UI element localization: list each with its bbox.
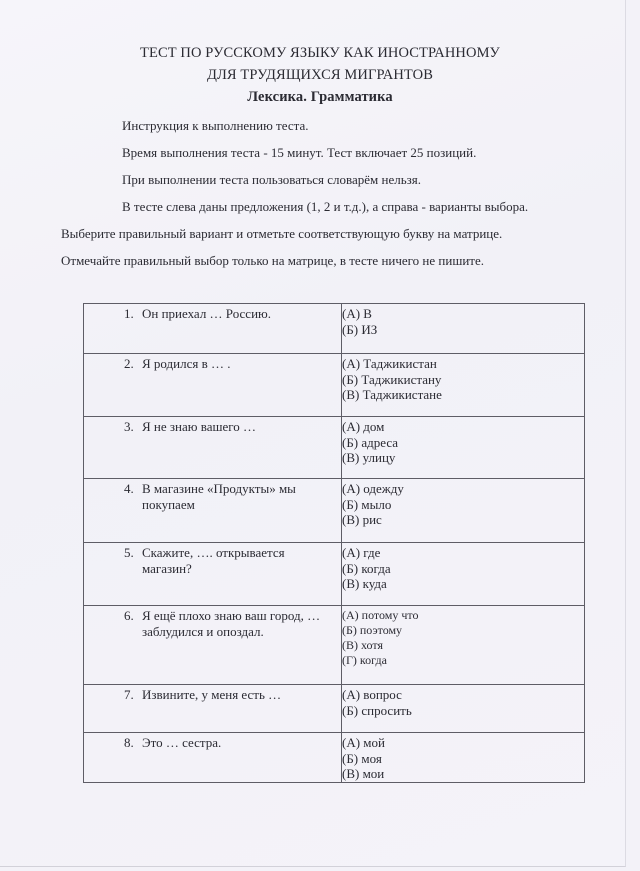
options-cell [342, 304, 585, 354]
title-line-2: ДЛЯ ТРУДЯЩИХСЯ МИГРАНТОВ [206, 67, 434, 83]
options-cell [342, 606, 585, 685]
question-cell [84, 479, 342, 543]
question-number: 2. [124, 356, 134, 371]
option: (В) Таджикистане [342, 387, 442, 402]
option: (А) потому что [342, 608, 419, 622]
question-text: Он приехал … Россию. [142, 306, 271, 321]
instruction-time: Время выполнения теста - 15 минут. Тест включает 25 позиций. [122, 145, 477, 160]
question-text: Извините, у меня есть … [142, 687, 282, 702]
option: (А) одежду [342, 481, 404, 496]
option: (Б) моя [342, 750, 382, 766]
question-row-2 [84, 354, 585, 417]
question-cell [84, 304, 342, 354]
question-row-1 [84, 304, 585, 354]
instruction-dictionary: При выполнении теста пользоваться словарём нельзя. [122, 172, 422, 187]
option: (В) рис [342, 512, 382, 527]
title-line-1: ТЕСТ ПО РУССКОМУ ЯЗЫКУ КАК ИНОСТРАННОМУ [140, 45, 500, 61]
question-cell [84, 733, 342, 783]
option: (Г) когда [342, 653, 387, 667]
option: (А) дом [342, 419, 385, 434]
question-text: Я ещё плохо знаю ваш город, … заблудился и опоздал. [142, 608, 321, 639]
question-cell [84, 685, 342, 733]
question-text: Я не знаю вашего … [142, 419, 256, 434]
option: (А) В [342, 306, 372, 321]
option: (Б) когда [342, 560, 391, 576]
question-number: 7. [124, 687, 134, 702]
options-cell [342, 479, 585, 543]
question-cell [84, 354, 342, 417]
question-number: 3. [124, 419, 134, 434]
option: (Б) спросить [342, 702, 412, 718]
options-cell [342, 354, 585, 417]
question-number: 1. [124, 306, 134, 321]
question-number: 8. [124, 735, 134, 750]
question-cell [84, 417, 342, 479]
question-row-6 [84, 606, 585, 685]
options-cell [342, 685, 585, 733]
question-cell [84, 543, 342, 606]
option: (Б) адреса [342, 434, 399, 450]
question-text: Это … сестра. [142, 735, 222, 750]
question-number: 4. [124, 481, 134, 496]
option: (А) мой [342, 735, 385, 750]
option: (А) вопрос [342, 687, 402, 702]
option: (Б) мыло [342, 496, 392, 512]
question-cell [84, 606, 342, 685]
question-row-5 [84, 543, 585, 606]
option: (Б) поэтому [342, 623, 403, 637]
question-text: В магазине «Продукты» мы покупаем [142, 481, 296, 512]
option: (В) улицу [342, 450, 396, 465]
instruction-heading: Инструкция к выполнению теста. [122, 118, 309, 133]
instruction-layout: В тесте слева даны предложения (1, 2 и т.д.), а справа - варианты выбора. [122, 199, 529, 214]
question-row-3 [84, 417, 585, 479]
option: (В) мои [342, 766, 385, 781]
instruction-mark: Отмечайте правильный выбор только на матрице, в тесте ничего не пишите. [61, 253, 484, 268]
option: (А) Таджикистан [342, 356, 437, 371]
instruction-choose: Выберите правильный вариант и отметьте соответствующую букву на матрице. [61, 226, 503, 241]
question-row-4 [84, 479, 585, 543]
option: (В) хотя [342, 638, 383, 652]
options-cell [342, 417, 585, 479]
question-text: Скажите, …. открывается магазин? [142, 545, 285, 576]
option: (Б) Таджикистану [342, 371, 442, 387]
question-row-7 [84, 685, 585, 733]
questions-table [83, 303, 585, 783]
options-cell [342, 733, 585, 783]
option: (А) где [342, 545, 381, 560]
subtitle: Лексика. Грамматика [247, 89, 393, 105]
option: (Б) ИЗ [342, 321, 378, 337]
options-cell [342, 543, 585, 606]
question-text: Я родился в … . [142, 356, 231, 371]
question-number: 6. [124, 608, 134, 623]
question-number: 5. [124, 545, 134, 560]
question-row-8 [84, 733, 585, 783]
option: (В) куда [342, 576, 387, 591]
